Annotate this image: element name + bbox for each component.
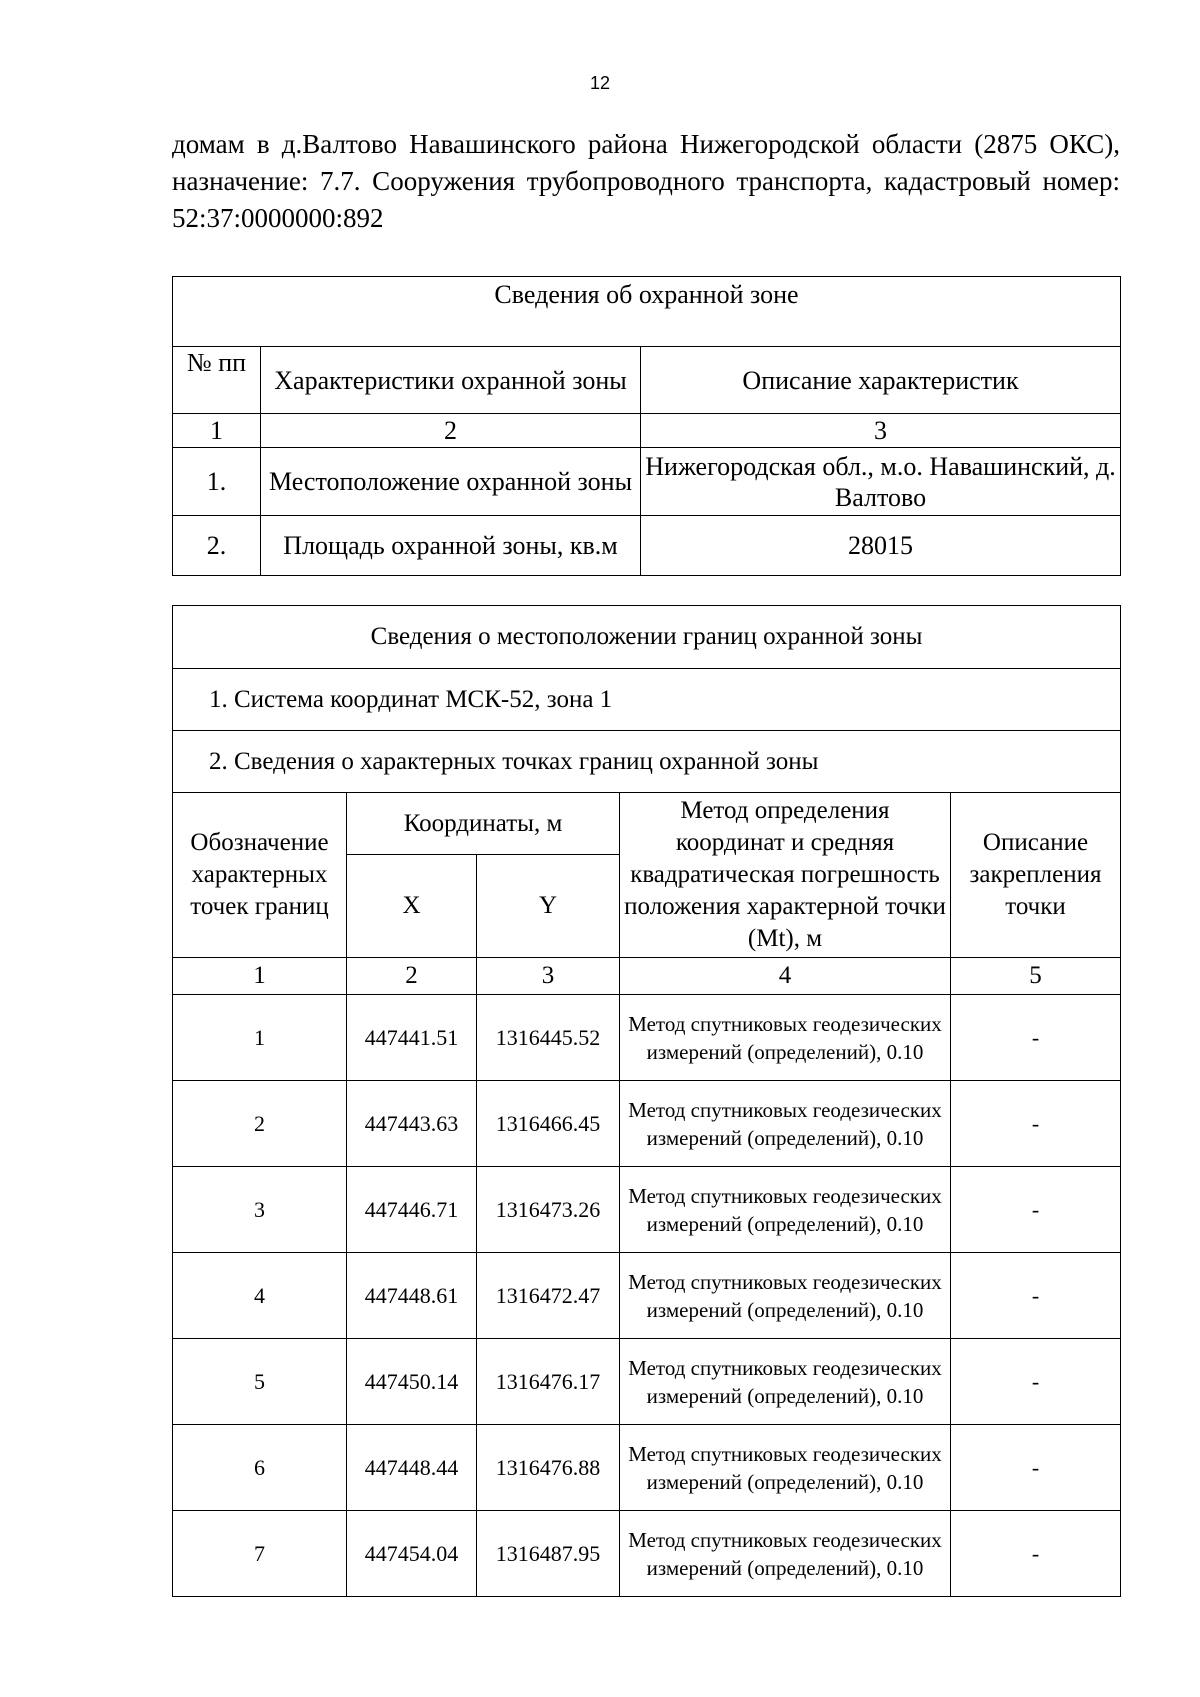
fixing-cell: - [951, 1511, 1121, 1597]
point-id: 4 [173, 1253, 347, 1339]
point-id: 6 [173, 1425, 347, 1511]
table-row [173, 1425, 1121, 1511]
point-id: 3 [173, 1167, 347, 1253]
coordinate-system-row: 1. Система координат МСК-52, зона 1 [173, 669, 1121, 731]
table-row [173, 448, 1121, 516]
coord-x: 447441.51 [347, 995, 477, 1081]
method-cell: Метод спутниковых геодезических измерений (определений), 0.10 [620, 995, 951, 1081]
points-section-row: 2. Сведения о характерных точках границ охранной зоны [173, 731, 1121, 793]
index-cell: 3 [477, 958, 620, 995]
header-designation: Обозначение характерных точек границ [173, 793, 347, 958]
table-row [173, 516, 1121, 576]
row-number: 1. [173, 448, 261, 516]
header-number: № пп [173, 347, 261, 414]
point-id: 2 [173, 1081, 347, 1167]
table-row [173, 1167, 1121, 1253]
coord-x: 447454.04 [347, 1511, 477, 1597]
method-cell: Метод спутниковых геодезических измерений (определений), 0.10 [620, 1425, 951, 1511]
method-cell: Метод спутниковых геодезических измерений (определений), 0.10 [620, 1167, 951, 1253]
coord-y: 1316445.52 [477, 995, 620, 1081]
coord-y: 1316487.95 [477, 1511, 620, 1597]
coord-y: 1316476.17 [477, 1339, 620, 1425]
point-id: 7 [173, 1511, 347, 1597]
index-cell: 5 [951, 958, 1121, 995]
point-id: 1 [173, 995, 347, 1081]
fixing-cell: - [951, 1339, 1121, 1425]
protection-zone-table [172, 276, 1121, 576]
coord-x: 447448.44 [347, 1425, 477, 1511]
coord-y: 1316466.45 [477, 1081, 620, 1167]
header-description: Описание характеристик [641, 347, 1121, 414]
coord-x: 447443.63 [347, 1081, 477, 1167]
header-method: Метод определения координат и средняя квадратическая погрешность положения характерной точки (Mt), м [620, 793, 951, 958]
method-cell: Метод спутниковых геодезических измерений (определений), 0.10 [620, 1339, 951, 1425]
index-cell: 2 [261, 414, 641, 448]
header-characteristics: Характеристики охранной зоны [261, 347, 641, 414]
coord-y: 1316472.47 [477, 1253, 620, 1339]
method-cell: Метод спутниковых геодезических измерений (определений), 0.10 [620, 1253, 951, 1339]
index-cell: 1 [173, 414, 261, 448]
row-characteristic: Местоположение охранной зоны [261, 448, 641, 516]
table-row [173, 1081, 1121, 1167]
table-row [173, 1253, 1121, 1339]
header-fixing: Описание закрепления точки [951, 793, 1121, 958]
boundary-points-table [172, 605, 1121, 1597]
row-number: 2. [173, 516, 261, 576]
fixing-cell: - [951, 1253, 1121, 1339]
header-y: Y [477, 855, 620, 958]
index-cell: 1 [173, 958, 347, 995]
row-description: 28015 [641, 516, 1121, 576]
fixing-cell: - [951, 995, 1121, 1081]
table-row [173, 1339, 1121, 1425]
page-number: 12 [589, 73, 611, 93]
index-cell: 4 [620, 958, 951, 995]
fixing-cell: - [951, 1167, 1121, 1253]
coord-x: 447448.61 [347, 1253, 477, 1339]
fixing-cell: - [951, 1081, 1121, 1167]
row-description: Нижегородская обл., м.о. Навашинский, д. Валтово [641, 448, 1121, 516]
coord-y: 1316476.88 [477, 1425, 620, 1511]
boundary-table-title: Сведения о местоположении границ охранной зоны [173, 606, 1121, 669]
coord-x: 447446.71 [347, 1167, 477, 1253]
point-id: 5 [173, 1339, 347, 1425]
fixing-cell: - [951, 1425, 1121, 1511]
index-cell: 3 [641, 414, 1121, 448]
coord-x: 447450.14 [347, 1339, 477, 1425]
method-cell: Метод спутниковых геодезических измерений (определений), 0.10 [620, 1511, 951, 1597]
zone-table-title: Сведения об охранной зоне [173, 277, 1121, 347]
table-row [173, 995, 1121, 1081]
row-characteristic: Площадь охранной зоны, кв.м [261, 516, 641, 576]
index-cell: 2 [347, 958, 477, 995]
header-x: X [347, 855, 477, 958]
table-row [173, 1511, 1121, 1597]
header-coordinates: Координаты, м [347, 793, 620, 855]
intro-paragraph: домам в д.Валтово Навашинского района Нижегородской области (2875 ОКС), назначение: 7.7. Сооружения трубопроводного транспорта, кадастровый номер: 52:37:0000000:892 [172, 129, 1120, 233]
coord-y: 1316473.26 [477, 1167, 620, 1253]
method-cell: Метод спутниковых геодезических измерений (определений), 0.10 [620, 1081, 951, 1167]
